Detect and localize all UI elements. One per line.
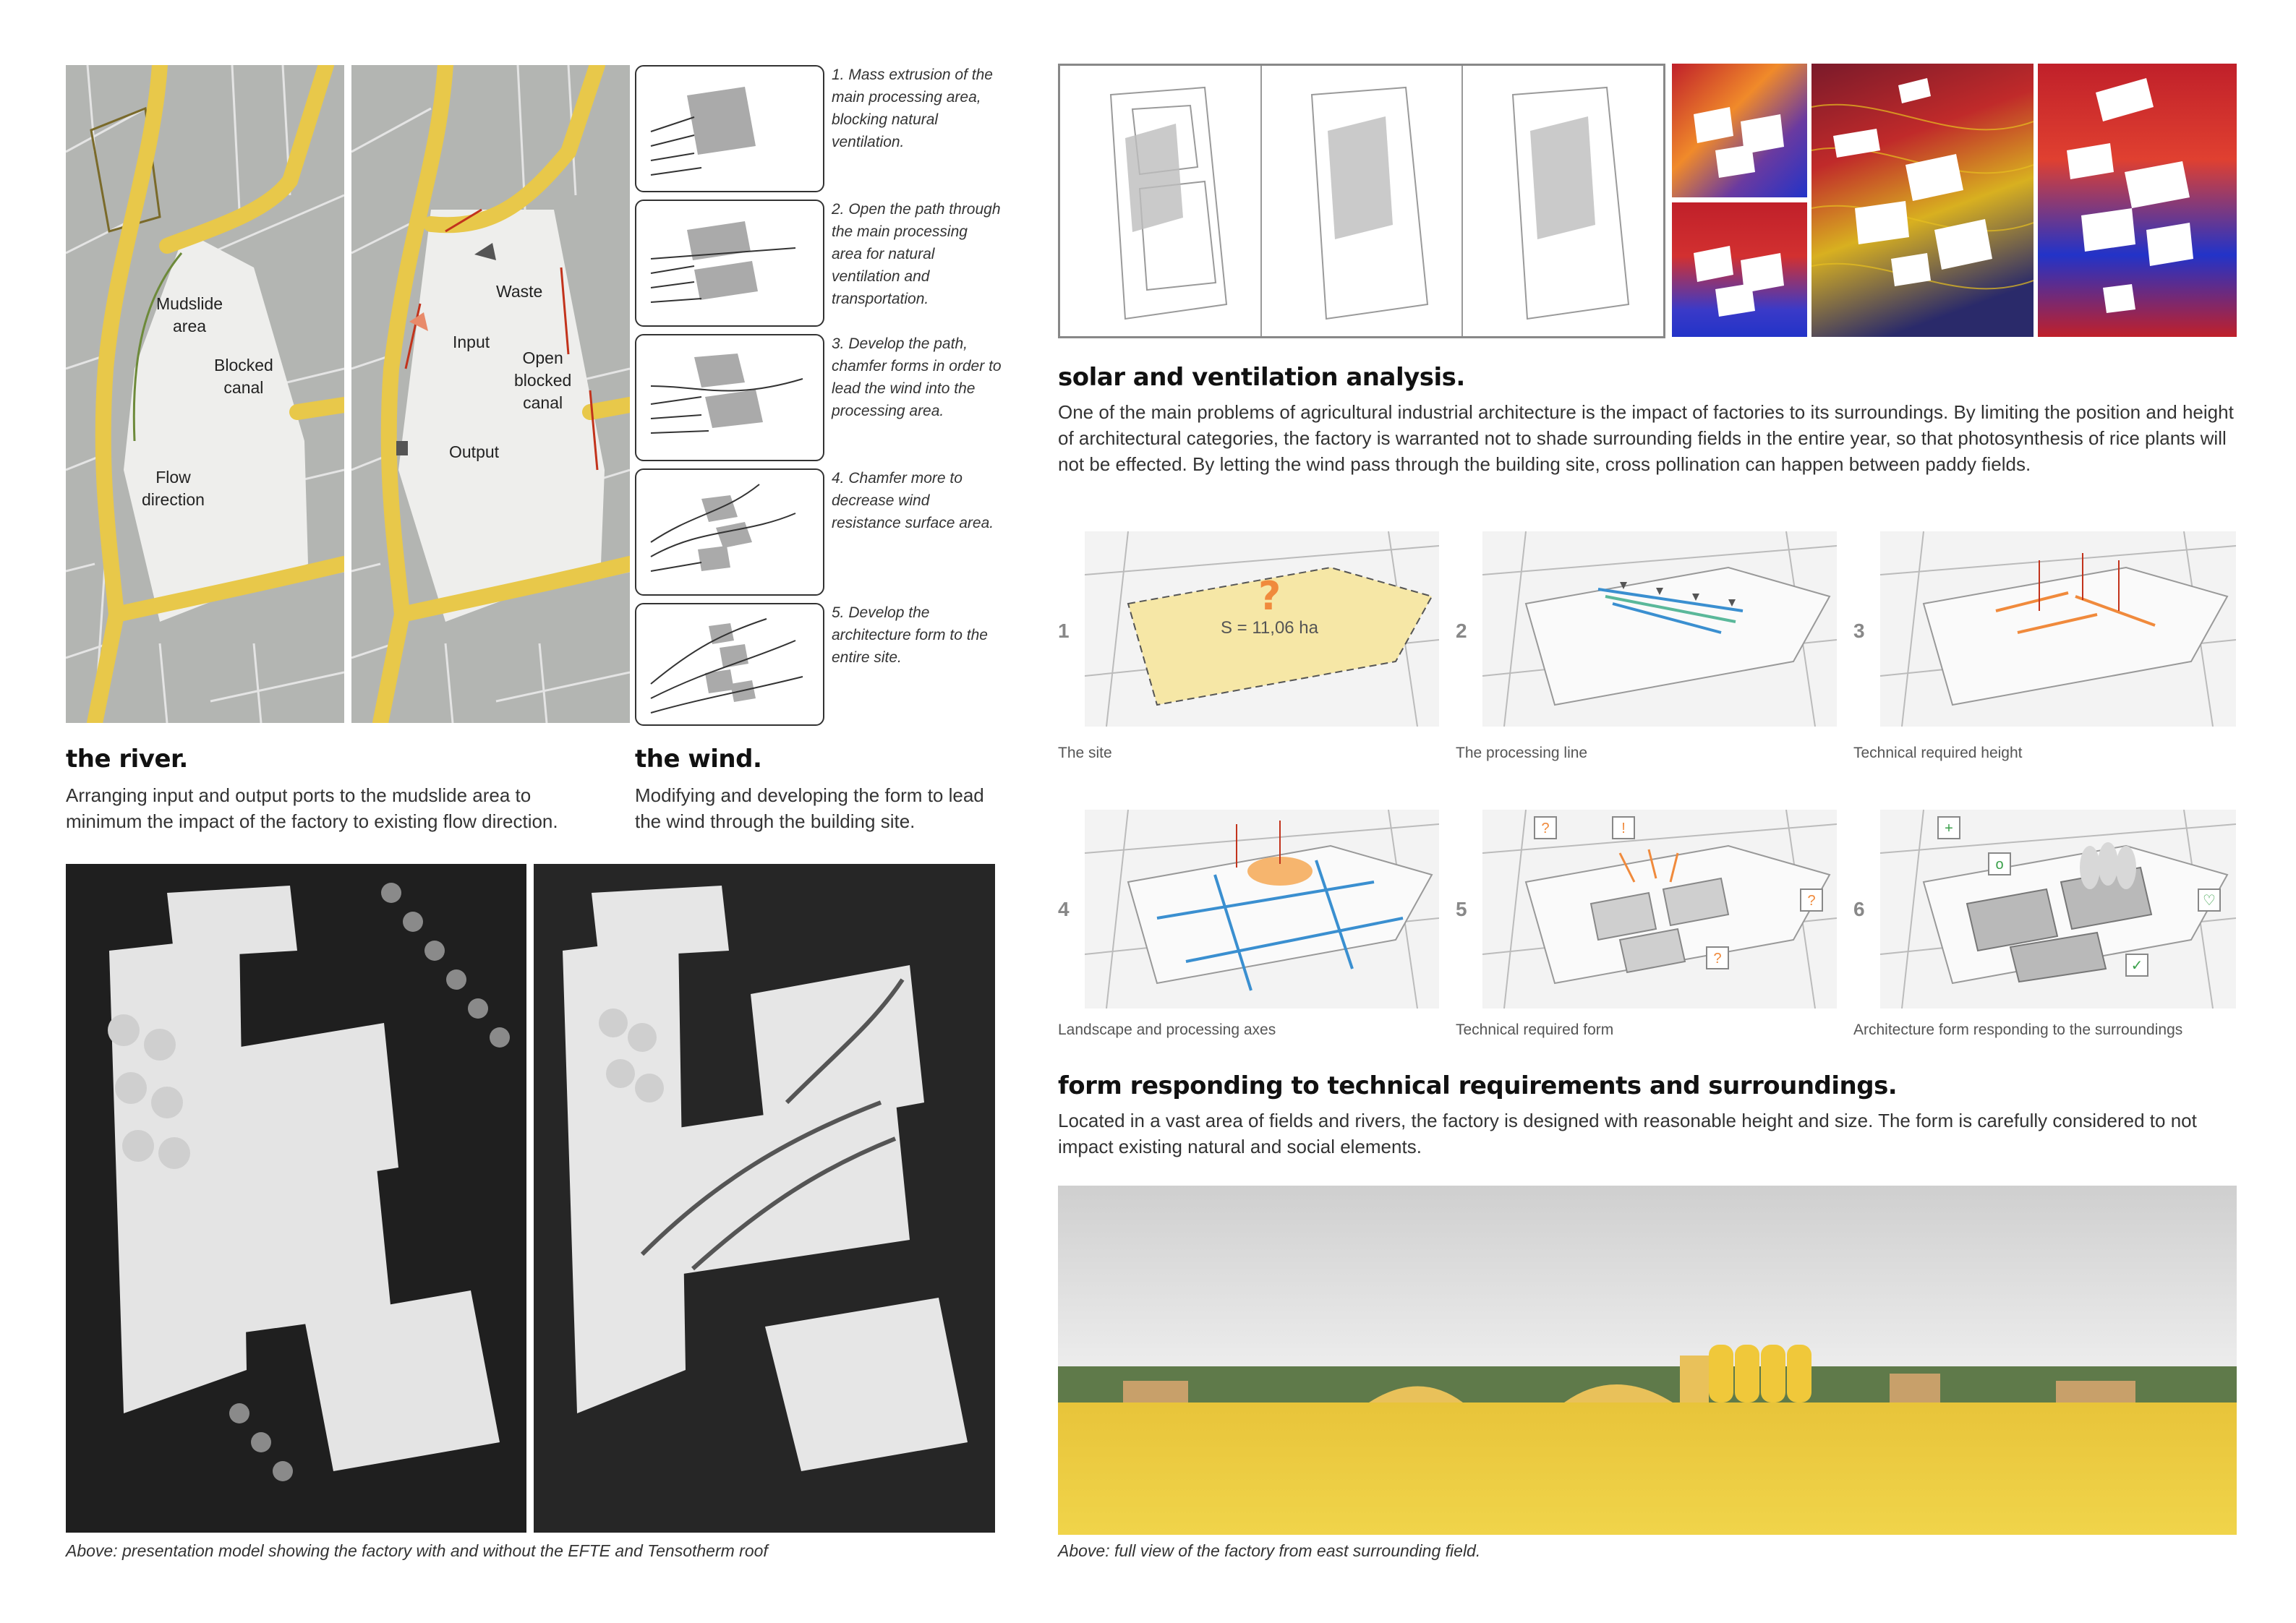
wind-title: the wind. [635,745,762,774]
form-title: form responding to technical requirements and surroundings. [1058,1071,1898,1100]
heatmap-solar-small-2 [1672,202,1807,337]
step-6-architecture-diagram [1880,810,2236,1009]
waste-label: Waste [496,282,543,301]
wind-step-1: 1. Mass extrusion of the main processing area, blocking natural ventilation. [832,67,993,150]
svg-text:!: ! [1621,821,1626,836]
model-photo-with-roof [534,864,995,1533]
svg-text:?: ? [1541,821,1550,836]
step-3-label: Technical required height [1853,745,2023,761]
blocked-canal-label: Blocked canal [214,356,273,397]
solar-body: One of the main problems of agricultural industrial architecture is the impact of factories to its surroundings. By limiting the position and height of architectural categories, the factory is warranted not to shade surrounding fields in the entire year, so that photosynthesis of rice plants will not be effected. By letting the wind pass through the building site, cross pollination can happen between paddy fields. [1058,401,2234,475]
input-label: Input [453,333,490,351]
svg-text:+: + [1945,821,1953,836]
step-1-site-diagram [1085,531,1439,727]
river-map-after [351,65,630,723]
mudslide-label: Mudslide area [156,294,223,335]
river-title: the river. [66,745,188,774]
shadow-study-panel [1058,64,1665,338]
step-5-number: 5 [1456,898,1467,920]
svg-text:?: ? [1807,893,1816,909]
flow-direction-label: Flow direction [142,468,205,509]
panorama-caption: Above: full view of the factory from east surrounding field. [1058,1541,1481,1560]
site-question-icon: ? [1258,573,1281,619]
wind-diagram-5 [635,603,824,726]
solar-title: solar and ventilation analysis. [1058,363,1465,392]
wind-body: Modifying and developing the form to lead the wind through the building site. [635,784,984,832]
form-body: Located in a vast area of fields and rivers, the factory is designed with reasonable height and size. The form is carefully considered to not impact existing natural and social elements. [1058,1110,2197,1157]
output-label: Output [449,442,500,461]
step-4-label: Landscape and processing axes [1058,1022,1276,1038]
heatmap-ventilation [2038,64,2237,337]
model-photo-without-roof [66,864,526,1533]
step-2-processing-diagram [1482,531,1837,727]
step-6-number: 6 [1853,898,1865,920]
panorama-render [1058,1186,2237,1535]
wind-step-3: 3. Develop the path, chamfer forms in order to lead the wind into the processing area. [832,335,1002,419]
step-2-label: The processing line [1456,745,1588,761]
wind-step-2: 2. Open the path through the main processing area for natural ventilation and transportation. [832,201,1001,307]
wind-step-4: 4. Chamfer more to decrease wind resistance surface area. [832,470,994,531]
step-1-label: The site [1058,745,1112,761]
step-4-number: 4 [1058,898,1070,920]
step-2-number: 2 [1456,620,1467,642]
heatmap-wind-streamlines [1811,64,2033,337]
svg-text:?: ? [1713,951,1722,967]
step-3-height-diagram [1880,531,2236,727]
site-area-label: S = 11,06 ha [1221,618,1318,638]
svg-text:o: o [1995,857,2004,873]
model-caption: Above: presentation model showing the factory with and without the EFTE and Tensotherm roof [66,1541,768,1560]
step-3-number: 3 [1853,620,1865,642]
step-5-form-diagram [1482,810,1837,1009]
river-map-before [66,65,344,723]
wind-diagram-4 [635,468,824,596]
step-1-number: 1 [1058,620,1070,642]
svg-text:♡: ♡ [2203,893,2216,909]
wind-diagram-1 [635,65,824,192]
wind-diagram-2 [635,200,824,327]
step-4-axes-diagram [1085,810,1439,1009]
river-body: Arranging input and output ports to the mudslide area to minimum the impact of the factory to existing flow direction. [66,784,558,832]
svg-text:✓: ✓ [2130,958,2143,974]
wind-diagram-3 [635,334,824,461]
wind-step-5: 5. Develop the architecture form to the entire site. [832,604,988,666]
step-5-label: Technical required form [1456,1022,1614,1038]
heatmap-solar-small-1 [1672,64,1807,197]
step-6-label: Architecture form responding to the surroundings [1853,1022,2183,1038]
open-canal-label: Open blocked canal [514,348,572,412]
